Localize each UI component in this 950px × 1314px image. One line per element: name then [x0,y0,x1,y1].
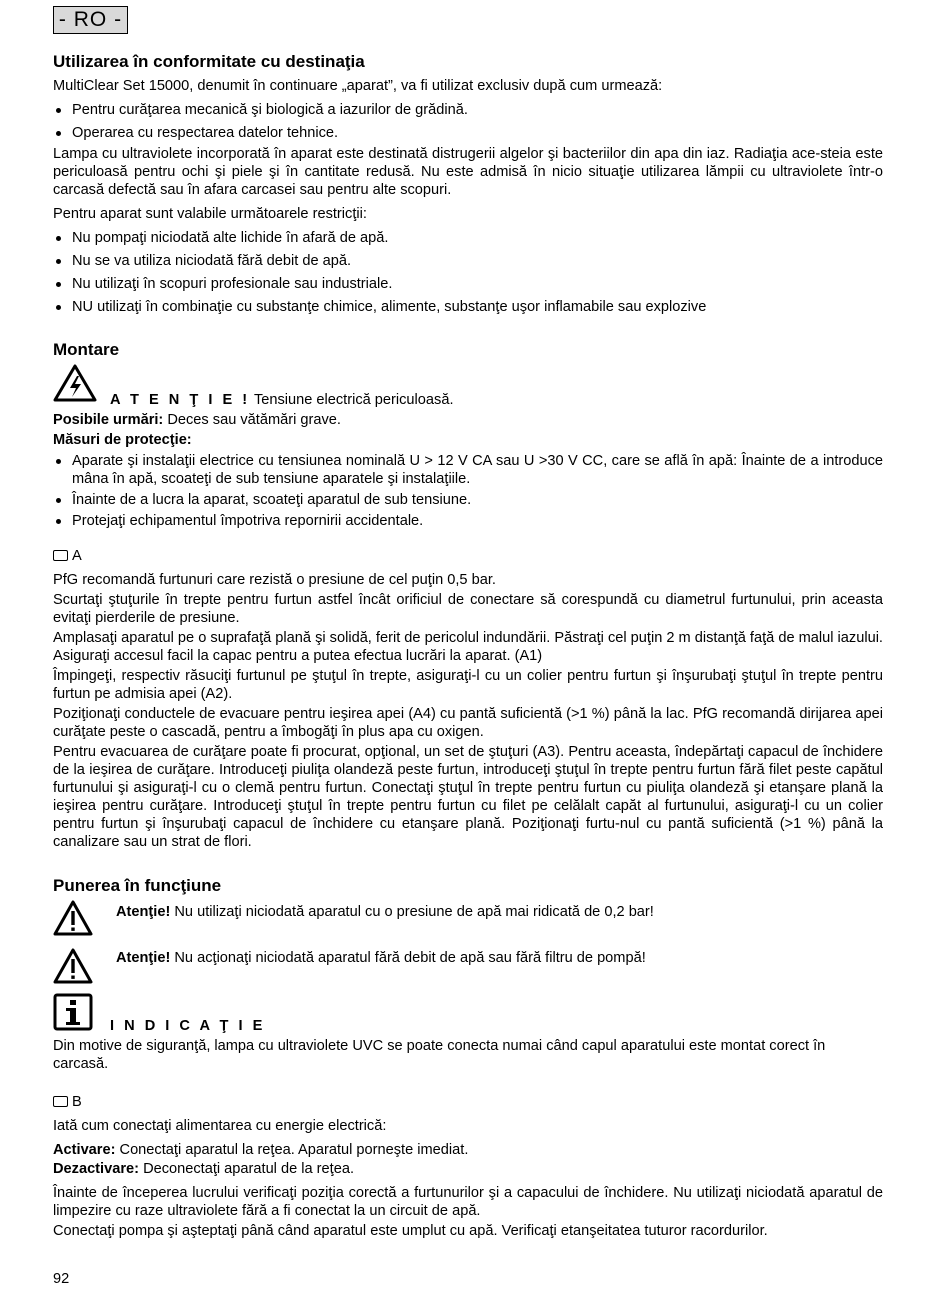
paragraph: Amplasaţi aparatul pe o suprafaţă plană şi solidă, ferit de pericolul indundării. Păstraţi cel puţin 2 m distanţă faţă de malul iazului. Asiguraţi accesul facil la capac pentru a putea efectua lucrări la aparat. (A1) [53,630,883,664]
list-item: Nu utilizaţi în scopuri profesionale sau industriale. [53,275,883,293]
attention-label: Atenţie! [116,904,171,920]
section-heading: Punerea în funcţiune [53,876,222,895]
section-heading: Montare [53,340,120,359]
consequences-text: Deces sau vătămări grave. [167,412,341,428]
mounting-instructions [53,571,883,851]
mounting-warning [53,391,883,535]
warning-icon [53,900,93,936]
protections-list [53,452,883,530]
warning-label: A T E N Ţ I E ! [110,392,251,408]
attention-text: Nu utilizaţi niciodată aparatul cu o presiune de apă mai ridicată de 0,2 bar! [174,904,654,920]
figure-label: B [72,1094,82,1110]
warning-icon [53,948,93,984]
figure-box-icon [53,550,68,561]
list-item: Nu pompaţi niciodată alte lichide în afară de apă. [53,229,883,247]
figure-ref-b [53,1093,883,1111]
page-footer [53,1270,883,1288]
attention-label: Atenţie! [116,950,171,966]
paragraph: MultiClear Set 15000, denumit în continuare „aparat”, va fi utilizat exclusiv după cum urmează: [53,78,663,94]
paragraph: Înainte de începerea lucrului verificaţi poziţia corectă a furtunurilor şi a capacului de închidere. Nu utilizaţi niciodată aparatul de limpezire cu raze ultraviolete fără a fi conectat la un circuit de apă. [53,1185,883,1219]
paragraph: Împingeţi, respectiv răsuciţi furtunul pe ştuţul în trepte, asiguraţi-l cu un colier pentru furtun şi înşurubaţi ştuţul în trepte pentru furtun pe admisia apei (A2). [53,668,883,702]
figure-label: A [72,548,82,564]
paragraph: Poziţionaţi conductele de evacuare pentru ieşirea apei (A4) cu pantă suficientă (>1 %) până la lac. PfG recomandă dirijarea apei curăţate peste o cascadă, pentru a îmbogăţi în plus apa cu oxigen. [53,706,883,740]
activate-label: Activare: [53,1142,116,1158]
language-tag: - RO - [53,6,128,34]
attention-note-1 [116,903,883,921]
attention-text: Nu acţionaţi niciodată aparatul fără debit de apă sau fără filtru de pompă! [174,950,646,966]
page-number: 92 [53,1271,70,1287]
paragraph: Scurtaţi ştuţurile în trepte pentru furtun astfel încât orificiul de conectare să corespundă cu diametrul furtunului, prin aceasta evitaţi pierderile de presiune. [53,592,883,626]
paragraph: Conectaţi pompa şi aşteptaţi până când aparatul este umplut cu apă. Verificaţi etanşeitatea tuturor racordurilor. [53,1223,768,1239]
list-item: Operarea cu respectarea datelor tehnice. [53,124,883,142]
warning-text: Tensiune electrică periculoasă. [253,392,454,408]
note-text: Din motive de siguranţă, lampa cu ultraviolete UVC se poate conecta numai când capul aparatului este montat corect în carcasă. [53,1038,826,1072]
section-mounting [53,340,883,360]
consequences-label: Posibile urmări: [53,412,164,428]
paragraph: Lampa cu ultraviolete incorporată în aparat este destinată distrugerii algelor şi bacteriilor din apa din iaz. Radiaţia ace-steia este periculoasă pentru ochi şi piele şi în cantitate redusă. Nu este admisă în nicio situaţie utilizarea lămpii cu ultraviolete într-o carcasă defectă sau în afara carcasei sau pentru alte scopuri. [53,146,883,198]
list-item: Nu se va utiliza niciodată fără debit de apă. [53,252,883,270]
info-note [53,1017,883,1073]
note-label: I N D I C A Ţ I E [110,1018,266,1034]
uses-list [53,101,883,142]
deactivate-label: Dezactivare: [53,1161,139,1177]
activate-text: Conectaţi aparatul la reţea. Aparatul porneşte imediat. [119,1142,469,1158]
section-commissioning [53,876,883,896]
restrictions-list [53,229,883,316]
section-intended-use [53,52,883,321]
paragraph: Pentru evacuarea de curăţare poate fi procurat, opţional, un set de ştuţuri (A3). Pentru aceasta, îndepărtaţi capacul de închidere de la ieşirea de curăţare. Introduceţi piuliţa olandeză peste furtun, introduceţi ştuţul în trepte pentru furtun fără filet peste capătul furtunului şi asiguraţi-l cu o clemă pentru furtun. Conectaţi ştuţul în trepte pentru furtun cu piuliţa olandeză şi etanşare plană la ieşirea pentru curăţare. Introduceţi ştuţul în trepte pentru furtun cu filet pe celălalt capăt al furtunului, asiguraţi-l cu un colier pentru furtun şi înşurubaţi capacul de închidere cu etanşare plană. Poziţionaţi furtu-nul cu pantă suficientă (>1 %) până la canalizare sau un strat de flori. [53,744,883,850]
figure-ref-a [53,547,883,565]
paragraph: Pentru aparat sunt valabile următoarele restricţii: [53,206,367,222]
power-instructions [53,1117,883,1240]
list-item: Aparate şi instalaţii electrice cu tensiunea nominală U > 12 V CA sau U >30 V CC, care se află în apă: Înainte de a introduce mâna în apă, scoateţi de sub tensiune aparatele şi instalaţiile. [53,452,883,488]
list-item: NU utilizaţi în combinaţie cu substanţe chimice, alimente, substanţe uşor inflamabile sau explozive [53,298,883,316]
figure-box-icon [53,1096,68,1107]
section-heading: Utilizarea în conformitate cu destinaţia [53,52,365,71]
protection-label: Măsuri de protecţie: [53,432,192,448]
attention-note-2 [116,949,883,967]
paragraph: PfG recomandă furtunuri care rezistă o presiune de cel puţin 0,5 bar. [53,572,496,588]
list-item: Pentru curăţarea mecanică şi biologică a iazurilor de grădină. [53,101,883,119]
list-item: Înainte de a lucra la aparat, scoateţi aparatul de sub tensiune. [53,491,883,509]
list-item: Protejaţi echipamentul împotriva repornirii accidentale. [53,512,883,530]
paragraph: Iată cum conectaţi alimentarea cu energie electrică: [53,1118,387,1134]
deactivate-text: Deconectaţi aparatul de la reţea. [143,1161,354,1177]
